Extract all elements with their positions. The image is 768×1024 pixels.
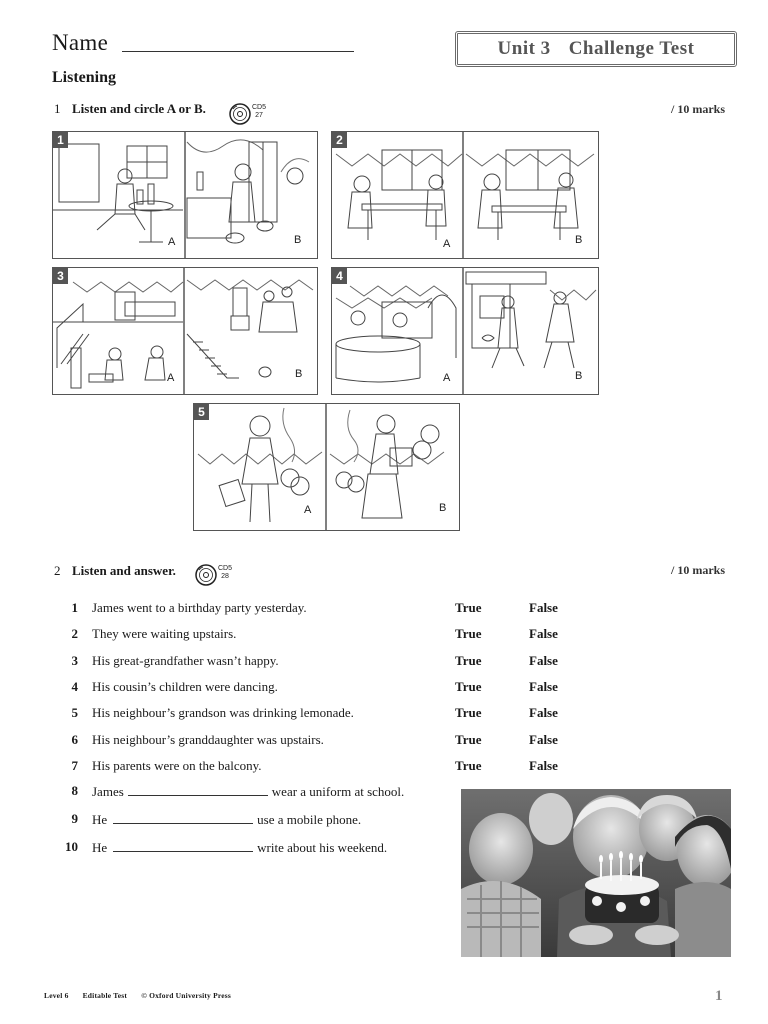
footer-editable: Editable Test [82,991,128,1000]
answer-blank[interactable] [113,811,253,824]
q2-instruction: Listen and answer. [72,563,176,578]
name-label: Name [52,30,109,55]
row-number: 4 [71,679,78,694]
true-option[interactable]: True [455,653,482,668]
panel-number: 3 [53,268,68,284]
track-number: 28 [221,573,229,580]
track-number: 27 [255,112,263,119]
unit-title-box [455,31,737,67]
option-b-label[interactable]: B [439,502,447,514]
option-b-label[interactable]: B [295,368,303,380]
false-option[interactable]: False [529,758,558,773]
option-a-label[interactable]: A [168,236,176,248]
panel-number: 5 [194,404,209,420]
option-b-label[interactable]: B [294,234,302,246]
q2-cd [194,563,218,592]
option-b-label[interactable]: B [575,370,583,382]
party-scene-illustration [53,132,317,258]
footer-copyright: © Oxford University Press [141,991,232,1000]
q2-number: 2 [54,563,61,578]
false-option[interactable]: False [529,626,558,641]
q1-cd-label [252,104,266,120]
true-option[interactable]: True [455,705,482,720]
answer-blank[interactable] [113,839,253,852]
picture-panel-4 [331,267,599,395]
option-b-label[interactable]: B [575,234,583,246]
false-option[interactable]: False [529,705,558,720]
row-statement: His neighbour’s grandson was drinking lemonade. [92,705,354,720]
true-option[interactable]: True [455,758,482,773]
cd-label: CD5 [218,565,233,572]
fill-row [54,811,454,831]
row-number: 3 [71,653,78,668]
house-stairs-illustration [53,268,317,394]
row-number: 6 [71,732,78,747]
sentence-start: He [92,840,108,855]
picture-panel-3 [52,267,318,395]
false-option[interactable]: False [529,679,558,694]
name-field[interactable] [122,51,354,52]
option-a-label[interactable]: A [167,372,175,384]
sentence-end: wear a uniform at school. [271,784,405,799]
answer-blank[interactable] [128,783,268,796]
picture-panel-1 [52,131,318,259]
footer [44,991,243,1000]
picture-panel-5 [193,403,460,531]
row-number: 9 [71,811,78,826]
row-number: 10 [65,839,78,854]
sentence-end: use a mobile phone. [257,812,362,827]
q2-marks: / 10 marks [671,563,725,577]
q1-marks: / 10 marks [671,102,725,116]
row-number: 7 [71,758,78,773]
true-option[interactable]: True [455,600,482,615]
true-option[interactable]: True [455,679,482,694]
fill-row [54,839,454,859]
q2-cd-label [218,565,232,581]
false-option[interactable]: False [529,600,558,615]
sentence-start: He [92,812,108,827]
q1-number: 1 [54,101,61,116]
sentence-start: James [92,784,124,799]
panel-number: 2 [332,132,347,148]
q1-instruction: Listen and circle A or B. [72,101,206,116]
row-statement: James went to a birthday party yesterday. [92,600,307,615]
birthday-family-photo [461,789,731,957]
cd-label: CD5 [252,104,267,111]
panel-number: 1 [53,132,68,148]
cd-icon [228,102,252,126]
kitchen-table-illustration [332,132,598,258]
true-option[interactable]: True [455,626,482,641]
fill-row [54,783,454,803]
section-title: Listening [52,69,117,86]
true-option[interactable]: True [455,732,482,747]
false-option[interactable]: False [529,732,558,747]
cd-icon [194,563,218,587]
panel-number: 4 [332,268,347,284]
row-statement: His parents were on the balcony. [92,758,262,773]
footer-level: Level 6 [44,991,69,1000]
row-statement: They were waiting upstairs. [92,626,237,641]
unit-label: Unit 3 [497,38,551,59]
row-statement: His great-grandfather wasn’t happy. [92,653,279,668]
page-number: 1 [715,988,723,1004]
option-a-label[interactable]: A [443,238,451,250]
option-a-label[interactable]: A [304,504,312,516]
girl-with-present-illustration [194,404,459,530]
false-option[interactable]: False [529,653,558,668]
row-number: 2 [71,626,78,641]
garden-party-illustration [332,268,598,394]
q1-cd [228,102,252,131]
sentence-end: write about his weekend. [257,840,388,855]
row-statement: His cousin’s children were dancing. [92,679,278,694]
row-number: 8 [71,783,78,798]
row-number: 5 [71,705,78,720]
option-a-label[interactable]: A [443,372,451,384]
test-label: Challenge Test [568,38,695,59]
row-statement: His neighbour’s granddaughter was upstairs. [92,732,324,747]
row-number: 1 [71,600,78,615]
picture-panel-2 [331,131,599,259]
